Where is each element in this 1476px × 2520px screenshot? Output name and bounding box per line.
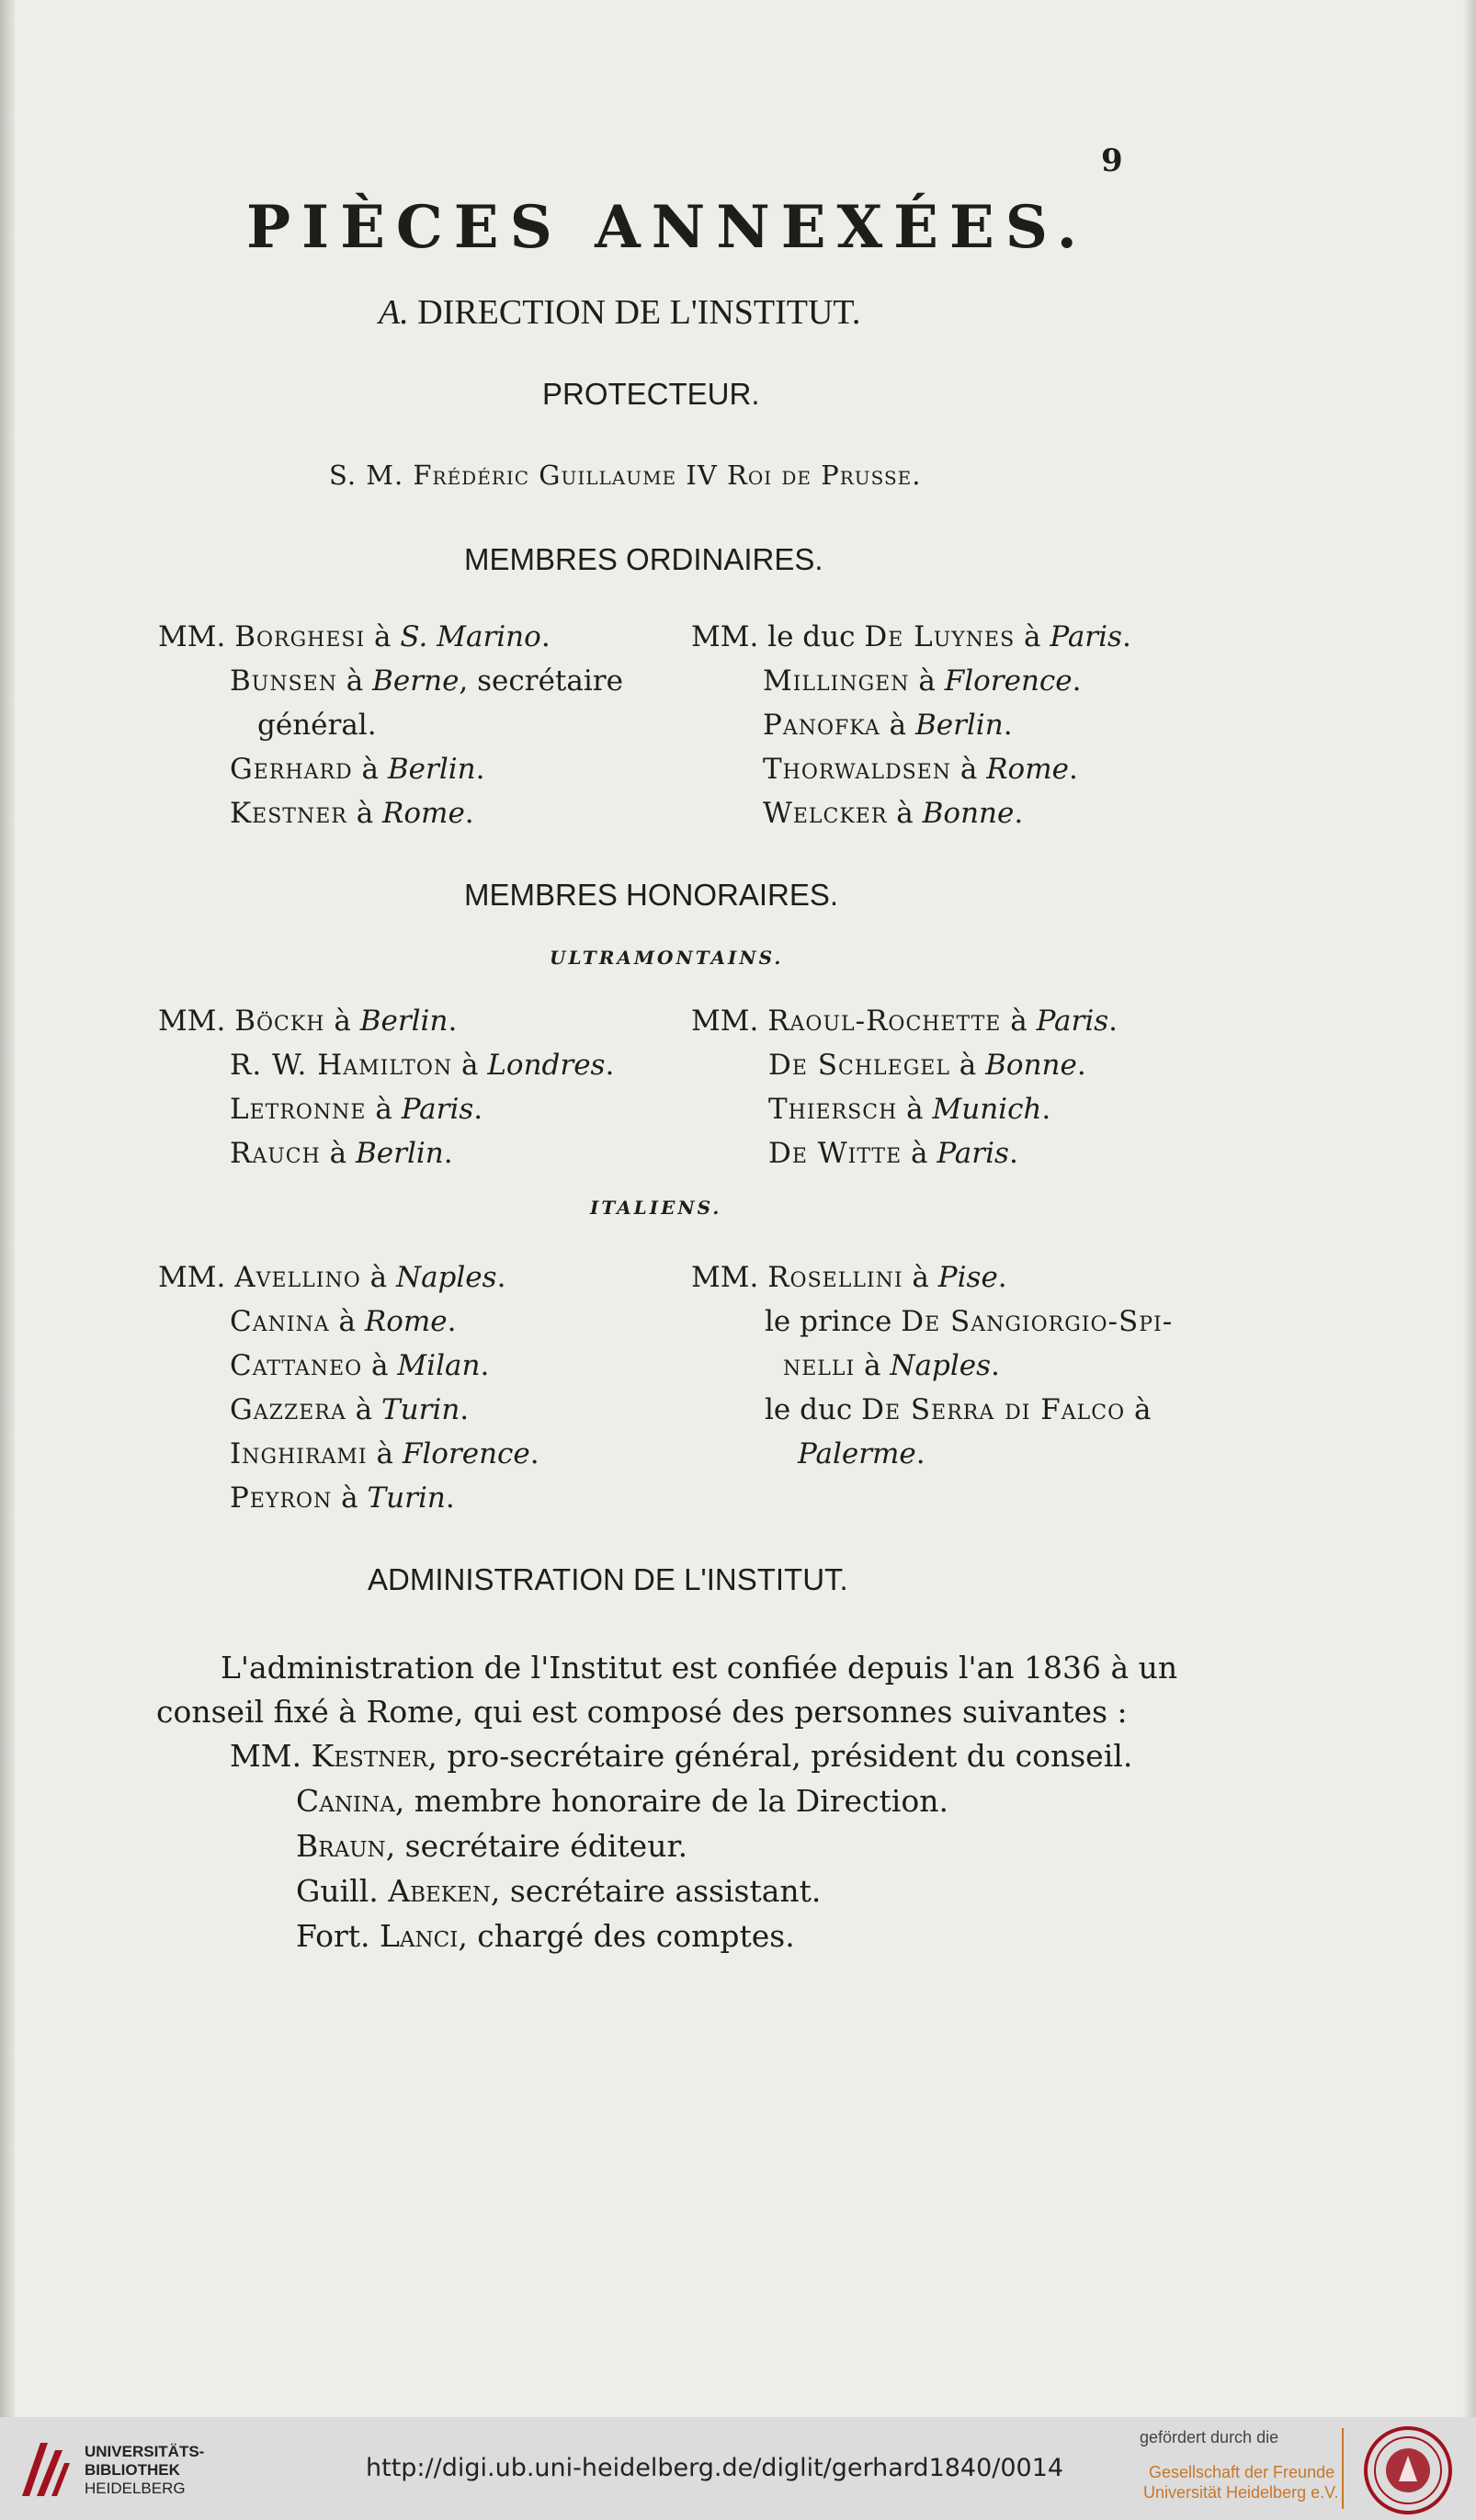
member-entry <box>691 1261 1007 1294</box>
council-member <box>296 1873 822 1909</box>
member-prefix: le prince <box>765 1305 902 1338</box>
member-entry <box>691 620 1131 653</box>
member-prefix: le duc <box>765 1393 862 1426</box>
member-place: S. Marino <box>400 620 541 653</box>
member-name: Rauch <box>230 1137 321 1170</box>
member-prefix: MM. <box>691 1261 768 1294</box>
member-prefix: MM. <box>158 1261 235 1294</box>
member-separator: à <box>903 1261 938 1294</box>
member-tail: . <box>445 1481 455 1515</box>
member-name: Inghirami <box>230 1437 368 1470</box>
member-tail: . <box>473 1093 483 1126</box>
member-place: Munich <box>932 1093 1042 1126</box>
member-entry <box>691 1007 1118 1036</box>
member-separator: à <box>1125 1393 1152 1426</box>
administration-heading: ADMINISTRATION DE L'INSTITUT. <box>368 1562 848 1596</box>
member-place: Florence <box>944 664 1073 698</box>
member-separator: à <box>346 797 383 830</box>
member-tail: . <box>1121 620 1131 653</box>
council-member-role: , chargé des comptes. <box>458 1918 795 1954</box>
member-tail: . <box>464 797 474 830</box>
member-name: Böckh <box>234 1005 325 1038</box>
member-entry <box>783 1349 1000 1382</box>
member-place: Berlin <box>356 1137 444 1170</box>
member-separator: à <box>324 1005 360 1038</box>
member-separator: à <box>320 1137 356 1170</box>
member-name: Rosellini <box>767 1261 903 1294</box>
member-place: Turin <box>380 1393 460 1426</box>
university-library-logo-icon <box>17 2435 74 2502</box>
member-entry <box>230 755 484 784</box>
member-name: R. W. Hamilton <box>230 1049 453 1082</box>
member-name: Peyron <box>230 1481 333 1515</box>
member-name: Gerhard <box>230 753 353 786</box>
member-place: Milan <box>397 1349 481 1382</box>
member-entry <box>765 1393 1152 1426</box>
section-title: DIRECTION DE L'INSTITUT. <box>408 293 861 332</box>
member-prefix: MM. <box>158 620 235 653</box>
council-member <box>296 1918 795 1954</box>
member-prefix: MM. <box>691 1005 768 1038</box>
member-separator: à <box>887 797 923 830</box>
sponsor-divider <box>1342 2428 1344 2509</box>
member-name: De Serra di Falco <box>861 1393 1126 1426</box>
member-name: Avellino <box>234 1261 361 1294</box>
membres-honoraires-heading: MEMBRES HONORAIRES. <box>464 878 839 912</box>
member-entry <box>230 1305 457 1338</box>
member-place: Berlin <box>359 1005 448 1038</box>
council-member-prefix: Guill. <box>296 1873 389 1909</box>
member-entry <box>768 1095 1050 1124</box>
member-name: Bunsen <box>230 664 337 698</box>
member-place: Naples <box>395 1261 497 1294</box>
library-name-line: UNIVERSITÄTS- <box>85 2443 205 2460</box>
member-separator: à <box>902 1137 937 1170</box>
member-separator: à <box>367 1437 403 1470</box>
member-tail: . <box>1041 1093 1051 1126</box>
member-tail: . <box>448 1005 458 1038</box>
member-tail: . <box>480 1349 490 1382</box>
member-place: Pise <box>937 1261 998 1294</box>
member-name: Raoul-Rochette <box>767 1005 1002 1038</box>
member-prefix: MM. le duc <box>691 620 865 653</box>
member-separator: à <box>360 1261 396 1294</box>
member-tail: . <box>1108 1005 1118 1038</box>
university-library-name <box>85 2443 204 2498</box>
member-entry <box>230 1481 455 1515</box>
member-entry <box>158 620 551 653</box>
member-entry <box>768 1051 1086 1080</box>
member-separator: à <box>855 1349 891 1382</box>
administration-paragraph-line: L'administration de l'Institut est confiée depuis l'an 1836 à un <box>221 1650 1178 1686</box>
member-separator: à <box>949 1049 986 1082</box>
member-separator: à <box>346 1393 381 1426</box>
member-tail: . <box>1076 1049 1086 1082</box>
member-entry <box>230 1137 453 1170</box>
member-separator: à <box>362 1349 398 1382</box>
member-place: Naples <box>890 1349 992 1382</box>
member-entry <box>763 797 1024 830</box>
council-member <box>230 1738 1133 1774</box>
member-name: Gazzera <box>230 1393 346 1426</box>
member-separator: à <box>329 1305 365 1338</box>
member-tail: . <box>475 753 485 786</box>
member-separator: à <box>452 1049 488 1082</box>
member-entry <box>230 664 623 698</box>
member-tail: . <box>1014 797 1024 830</box>
council-member-role: , secrétaire éditeur. <box>385 1828 688 1864</box>
member-entry <box>158 1007 457 1036</box>
member-entry <box>230 1095 483 1124</box>
member-tail: . <box>991 1349 1000 1382</box>
member-entry <box>230 1349 490 1382</box>
member-name: Thorwaldsen <box>763 753 952 786</box>
section-letter: A. <box>379 293 409 332</box>
member-entry <box>257 711 377 740</box>
protecteur-heading: PROTECTEUR. <box>542 377 760 411</box>
member-tail: , secrétaire <box>459 664 623 698</box>
council-member-name: Canina <box>296 1783 395 1819</box>
page-number: 9 <box>1101 142 1123 179</box>
permalink-url[interactable]: http://digi.ub.uni-heidelberg.de/diglit/gerhard1840/0014 <box>366 2454 1064 2482</box>
member-name: nelli <box>783 1349 856 1382</box>
member-tail: . <box>443 1137 453 1170</box>
member-tail: . <box>447 1305 457 1338</box>
main-title: PIÈCES ANNEXÉES. <box>246 193 1088 262</box>
council-member-role: , pro-secrétaire général, président du conseil. <box>427 1738 1133 1774</box>
administration-paragraph-line: conseil fixé à Rome, qui est composé des personnes suivantes : <box>156 1694 1128 1730</box>
council-member <box>296 1828 688 1864</box>
member-name: De Schlegel <box>768 1049 950 1082</box>
member-separator: à <box>880 709 915 742</box>
member-name: Panofka <box>763 709 880 742</box>
member-place: Londres <box>487 1049 606 1082</box>
member-place: Paris <box>401 1093 474 1126</box>
member-place: Paris <box>937 1137 1009 1170</box>
member-place: Turin <box>367 1481 446 1515</box>
member-place: Rome <box>382 797 465 830</box>
member-separator: à <box>352 753 388 786</box>
member-tail: . <box>1068 753 1078 786</box>
member-name: Kestner <box>230 797 347 830</box>
member-place: Bonne <box>985 1049 1077 1082</box>
member-entry <box>768 1137 1018 1170</box>
section-a-heading <box>379 292 860 333</box>
member-tail: . <box>1072 664 1082 698</box>
member-entry <box>765 1305 1174 1338</box>
member-place: Florence <box>402 1437 530 1470</box>
member-separator: à <box>1015 620 1050 653</box>
council-member-name: Braun <box>296 1828 386 1864</box>
member-name: Thiersch <box>768 1093 898 1126</box>
member-place: Palerme <box>798 1437 916 1470</box>
member-tail: . <box>496 1261 506 1294</box>
council-member-role: , secrétaire assistant. <box>490 1873 822 1909</box>
member-tail: . <box>605 1049 615 1082</box>
council-member-role: , membre honoraire de la Direction. <box>394 1783 948 1819</box>
council-member-name: Kestner <box>311 1738 428 1774</box>
member-entry <box>230 797 474 830</box>
council-member-prefix: Fort. <box>296 1918 380 1954</box>
footer-bar <box>0 2417 1476 2520</box>
protector-name: S. M. Frédéric Guillaume IV Roi de Prusse. <box>329 460 922 491</box>
member-entry <box>763 664 1082 698</box>
member-place: Paris <box>1036 1005 1109 1038</box>
member-tail: . <box>915 1437 925 1470</box>
member-name: Borghesi <box>234 620 366 653</box>
member-name: Welcker <box>763 797 888 830</box>
university-seal-icon <box>1362 2424 1454 2516</box>
member-separator: à <box>951 753 987 786</box>
member-separator: à <box>1001 1005 1037 1038</box>
member-entry <box>763 755 1078 784</box>
member-name: Millingen <box>763 664 910 698</box>
member-separator: à <box>909 664 945 698</box>
member-tail: . <box>1008 1137 1018 1170</box>
sponsor-label: gefördert durch die <box>1140 2428 1279 2446</box>
member-tail: général. <box>257 709 377 742</box>
library-name-line: HEIDELBERG <box>85 2480 186 2497</box>
italiens-heading: ITALIENS. <box>590 1197 722 1219</box>
member-place: Berne <box>372 664 460 698</box>
member-tail: . <box>997 1261 1007 1294</box>
council-member-name: Abeken <box>388 1873 491 1909</box>
member-name: Canina <box>230 1305 330 1338</box>
member-entry <box>230 1393 470 1426</box>
member-separator: à <box>897 1093 933 1126</box>
member-tail: . <box>460 1393 470 1426</box>
sponsor-name-line: Gesellschaft der Freunde <box>1149 2463 1335 2481</box>
member-place: Rome <box>986 753 1069 786</box>
member-separator: à <box>365 620 401 653</box>
member-entry <box>798 1437 925 1470</box>
member-place: Berlin <box>914 709 1004 742</box>
member-tail: . <box>1003 709 1013 742</box>
member-place: Rome <box>364 1305 448 1338</box>
member-place: Bonne <box>922 797 1015 830</box>
member-entry <box>230 1437 539 1470</box>
council-member <box>296 1783 948 1819</box>
member-name: De Sangiorgio-Spi- <box>901 1305 1174 1338</box>
member-name: De Witte <box>768 1137 903 1170</box>
membres-ordinaires-heading: MEMBRES ORDINAIRES. <box>464 542 823 576</box>
member-name: Letronne <box>230 1093 367 1126</box>
sponsor-name-line: Universität Heidelberg e.V. <box>1143 2483 1339 2502</box>
member-place: Paris <box>1050 620 1122 653</box>
member-name: De Luynes <box>864 620 1016 653</box>
library-name-line: BIBLIOTHEK <box>85 2461 180 2479</box>
member-entry <box>230 1051 614 1080</box>
member-place: Berlin <box>387 753 476 786</box>
member-prefix: MM. <box>158 1005 235 1038</box>
council-member-name: Lanci <box>379 1918 459 1954</box>
member-name: Cattaneo <box>230 1349 363 1382</box>
member-separator: à <box>336 664 373 698</box>
member-separator: à <box>332 1481 368 1515</box>
member-tail: . <box>540 620 551 653</box>
ultramontains-heading: ULTRAMONTAINS. <box>550 947 784 969</box>
member-separator: à <box>366 1093 402 1126</box>
member-entry <box>158 1261 506 1294</box>
member-tail: . <box>529 1437 539 1470</box>
council-member-prefix: MM. <box>230 1738 312 1774</box>
member-entry <box>763 711 1013 740</box>
